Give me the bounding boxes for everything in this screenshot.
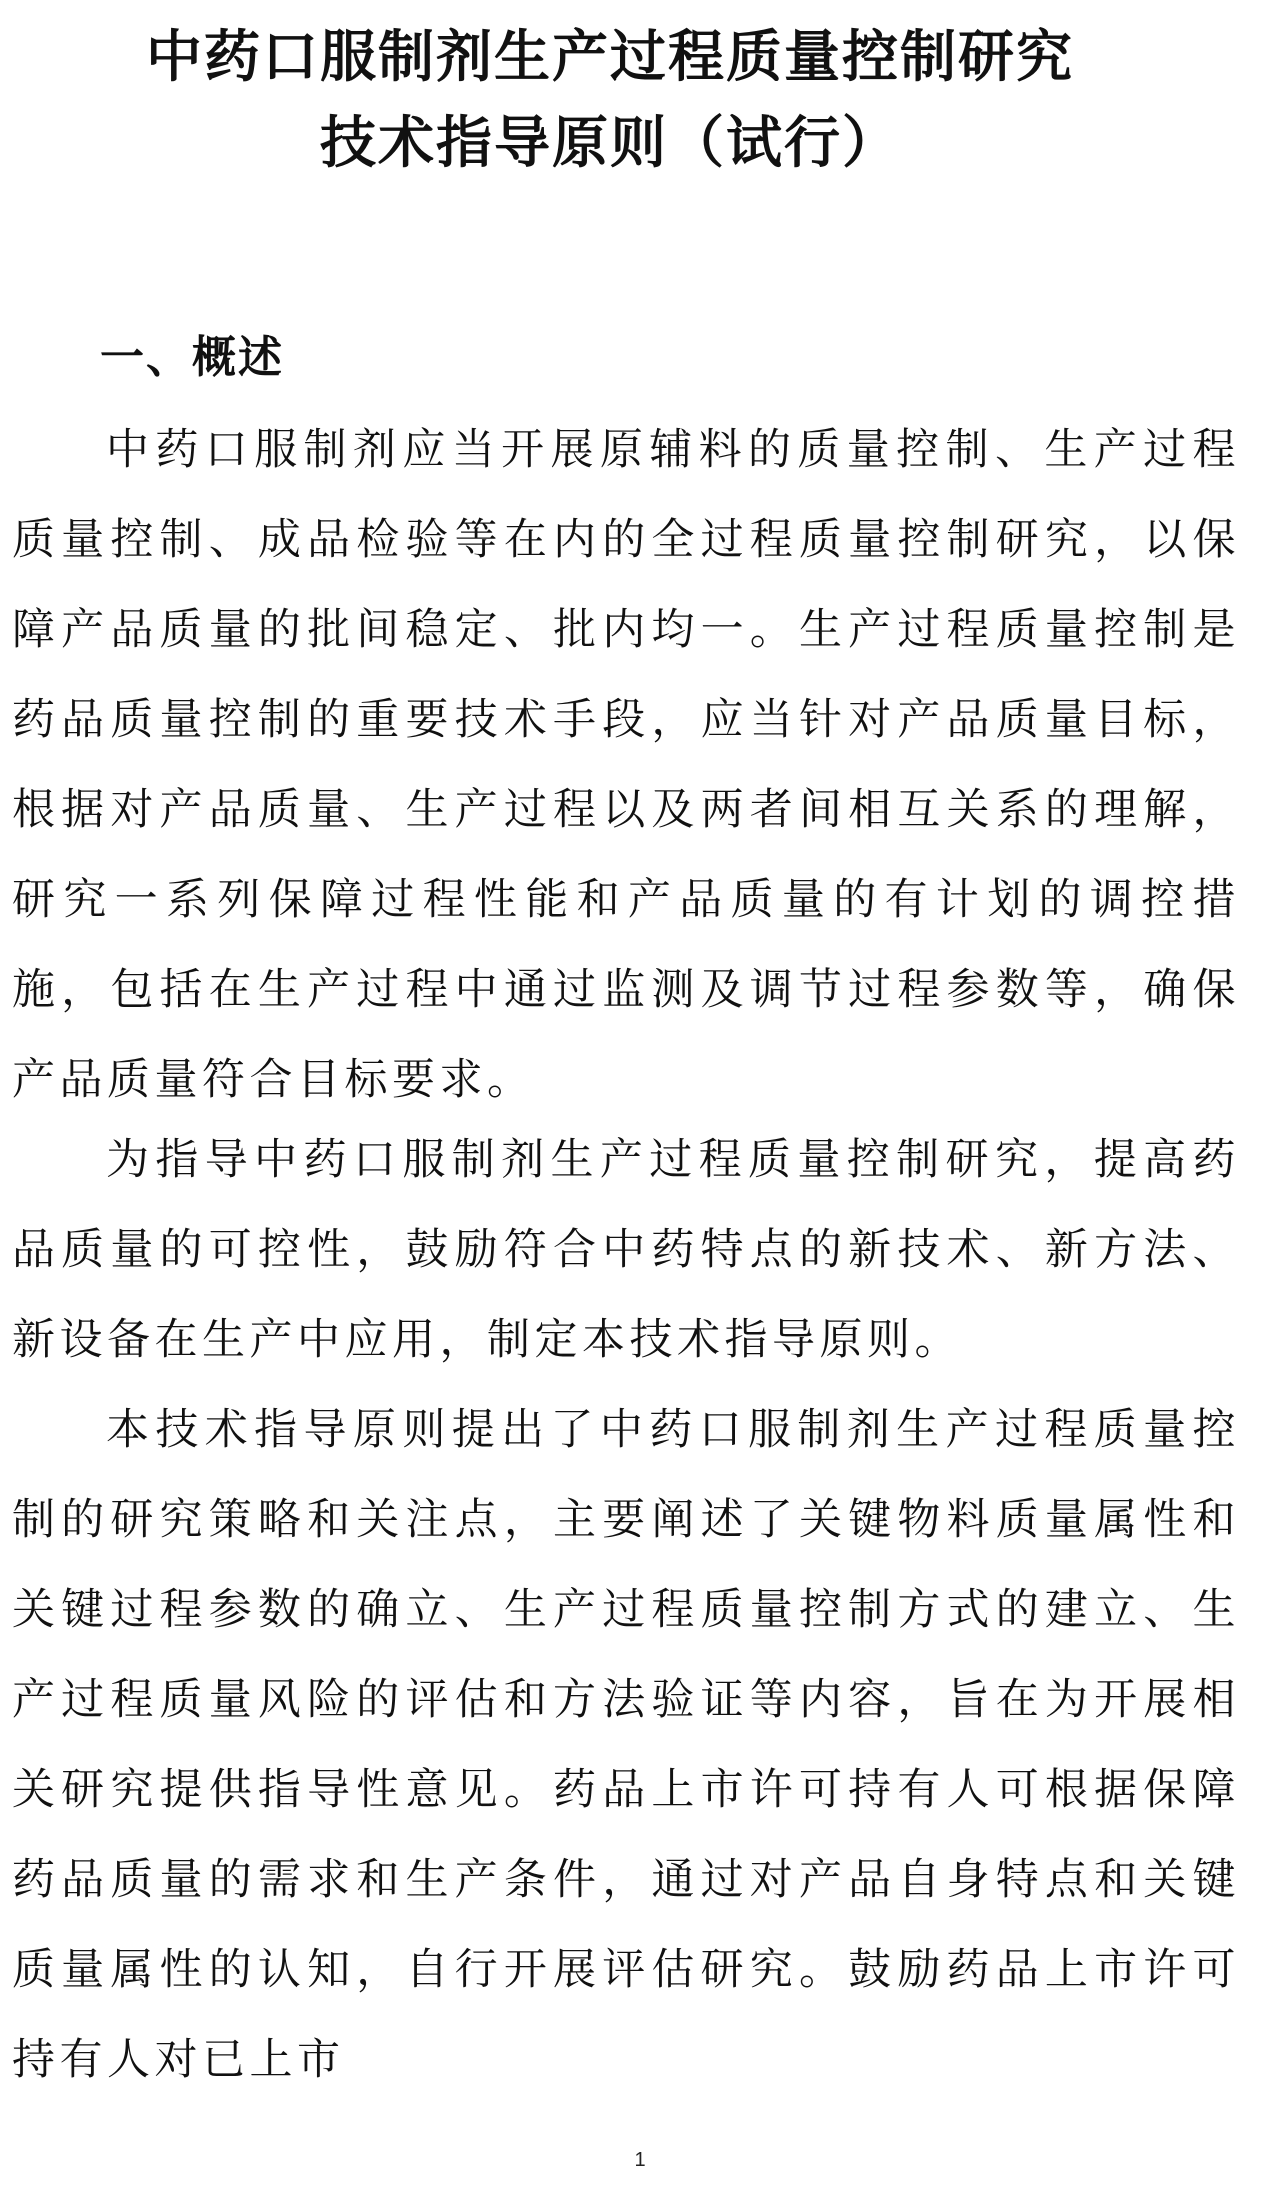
body-paragraph-3: 本技术指导原则提出了中药口服制剂生产过程质量控制的研究策略和关注点，主要阐述了关键物料质量属性和关键过程参数的确立、生产过程质量控制方式的建立、生产过程质量风险的评估和方法验证等内容，旨在为开展相关研究提供指导性意见。药品上市许可持有人可根据保障药品质量的需求和生产条件，通过对产品自身特点和关键质量属性的认知，自行开展评估研究。鼓励药品上市许可持有人对已上市	[12, 1405, 1240, 2085]
page-number: 1	[634, 2149, 646, 2171]
section-heading-overview: 一、概述	[100, 332, 284, 383]
document-title-line-2: 技术指导原则（试行）	[320, 111, 900, 176]
document-title-line-1: 中药口服制剂生产过程质量控制研究	[146, 25, 1074, 90]
body-paragraph-2: 为指导中药口服制剂生产过程质量控制研究，提高药品质量的可控性，鼓励符合中药特点的新技术、新方法、新设备在生产中应用，制定本技术指导原则。	[12, 1135, 1240, 1365]
body-paragraph-1: 中药口服制剂应当开展原辅料的质量控制、生产过程质量控制、成品检验等在内的全过程质量控制研究，以保障产品质量的批间稳定、批内均一。生产过程质量控制是药品质量控制的重要技术手段，应当针对产品质量目标，根据对产品质量、生产过程以及两者间相互关系的理解，研究一系列保障过程性能和产品质量的有计划的调控措施，包括在生产过程中通过监测及调节过程参数等，确保产品质量符合目标要求。	[12, 425, 1240, 1105]
